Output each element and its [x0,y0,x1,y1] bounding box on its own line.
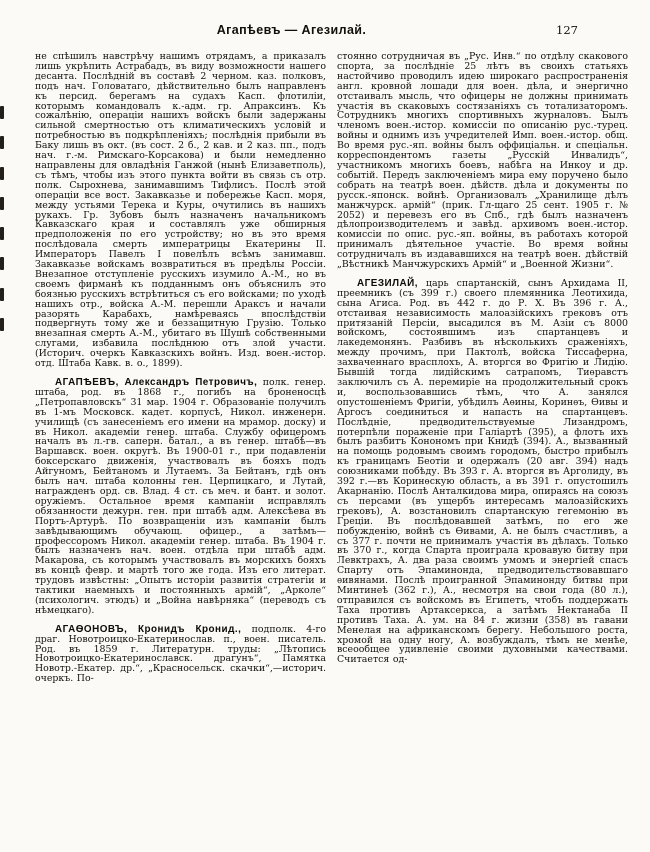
scan-artifact [0,197,4,210]
right-column [337,52,628,804]
page-number: 127 [556,23,578,37]
entry-headword: АГАПѢЕВЪ, Александръ Петровичъ, [55,377,258,388]
entry-paragraph: АГЕЗИЛАЙ, царь спартанскій, сынъ Архидама II, преемникъ (съ 399 г.) своего племянника Леотихида, сына Агиса. Род. въ 442 г. до Р. Х. Въ 396 г. А., отстаивая независимость малоазійскихъ грековъ отъ притязаній Персіи, высадился въ М. Азіи съ 8000 войскомъ, состоявшимъ изъ спартанцевъ и лакедемонянъ. Разбивъ въ нѣсколькихъ сраженіяхъ, между прочимъ, при Пактолѣ, войска Тиссаферна, захваченнаго врасплохъ, А. вторгся во Фригію и Лидію. Бывшій тогда лидійскимъ сатрапомъ, Тиѳравстъ заключилъ съ А. перемиріе на продолжительный срокъ и, воспользовавшись тѣмъ, что А. занялся опустошеніемъ Фригіи, убѣдилъ Аѳины, Коринѳъ, Ѳивы и Аргосъ соединиться и напасть на спартанцевъ. Послѣдніе, предводительствуемые Лизандромъ, потерпѣли пораженіе при Галіартѣ (395), а флотъ ихъ былъ разбитъ Конономъ при Книдѣ (394). А., вызванный на помощь родовымъ своимъ городомъ, быстро прибылъ къ границамъ Беотіи и одержалъ (20 авг. 394) надъ союзниками побѣду. Въ 393 г. А. вторгся въ Арголиду, въ 392 г.—въ Коринѳскую область, а въ 391 г. опустошилъ Акарнанію. Послѣ Анталкидова мира, опираясь на союзъ съ персами (въ ущербъ интересамъ малоазійскихъ грековъ), А. возстановилъ спартанскую гегемонію въ Греціи. Въ послѣдовавшей затѣмъ, по его же побужденію, войнѣ съ Ѳивами, А. не былъ счастливъ, а съ 377 г. почти не принималъ участія въ дѣлахъ. Только въ 370 г., когда Спарта проиграла кровавую битву при Левктрахъ, А. два раза своимъ умомъ и энергіей спасъ Спарту отъ Эпаминонда, предводительствовавшаго ѳивянами. Послѣ проигранной Эпаминонду битвы при Минтинеѣ (362 г.), А., несмотря на свои года (80 л.), отправился съ войскомъ въ Египетъ, чтобъ поддержать Таха противъ Артаксеркса, а затѣмъ Нектанаба II противъ Таха. А. ум. на 84 г. жизни (358) въ гавани Менелая на африканскомъ берегу. Небольшого роста, хромой на одну ногу, А. возбуждалъ, тѣмъ не менѣе, всеообщее удивленіе своими духовными качествами. Считается од- [337,277,628,666]
entry-paragraph: АГАПѢЕВЪ, Александръ Петровичъ, полк. генер. штаба, род. въ 1868 г., погибъ на броненосцѣ „Петропавловскъ“ 31 мар. 1904 г. Образованіе получилъ въ 1-мъ Московск. кадет. корпусѣ, Никол. инженерн. училищѣ (съ занесеніемъ его имени на мрамор. доску) и въ Никол. академіи генер. штаба. Службу офицеромъ началъ въ л.-гв. саперн. батал., а въ генер. штабѣ—въ Варшавск. воен. округѣ. Въ 1900-01 г., при подавленіи боксерскаго движенія, участвовалъ въ бояхъ подъ Айгуномъ, Бейтаномъ и Лутаемъ. За Бейтанъ, гдѣ онъ былъ нач. штаба колонны ген. Церпицкаго, и Лутай, награжденъ орд. св. Влад. 4 ст. съ меч. и бант. и золот. оружіемъ. Остальное время кампаніи исправлялъ обязанности дежурн. ген. при штабѣ адм. Алексѣева въ Портъ-Артурѣ. По возвращеніи изъ кампаніи былъ завѣдывающимъ обучающ. офицер., а затѣмъ—профессоромъ Никол. академіи генер. штаба. Въ 1904 г. былъ назначенъ нач. воен. отдѣла при штабѣ адм. Макарова, съ которымъ участвовалъ въ морскихъ бояхъ въ концѣ февр. и мартѣ того же года. Изъ его литерат. трудовъ извѣстны: „Опытъ исторіи развитія стратегіи и тактики наемныхъ и постоянныхъ армій“, „Арколе“ (психологич. этюдъ) и „Война навѣрняка“ (переводъ съ нѣмецкаго). [35,377,326,616]
scan-artifact [0,318,4,331]
page-title: Агапѣевъ — Агезилай. [216,23,367,37]
running-head [35,23,628,41]
entry-headword: АГАѲОНОВЪ, Кронидъ Кронид., [55,623,242,635]
scan-artifact [0,257,4,270]
entry-headword: АГЕЗИЛАЙ, [357,277,419,289]
scan-artifact [0,136,4,149]
text-columns [35,52,628,804]
scan-artifact [0,227,4,240]
left-column [35,52,326,804]
scan-artifact [0,288,4,301]
continuation-paragraph: стоянно сотрудничая въ „Рус. Инв.“ по отдѣлу скакового спорта, за послѣдніе 25 лѣтъ въ своихъ статьяхъ настойчиво проводилъ идею широкаго распространенія англ. кровной лошади для воен. дѣла, и энергично отстаивалъ мысль, что офицеры не должны принимать участія въ скаковыхъ состязаніяхъ съ тотализаторомъ. Сотрудникъ многихъ спортивныхъ журналовъ. Былъ членомъ воен.-истор. комиссіи по описанію рус.-турец. войны и однимъ изъ учредителей Имп. воен.-истор. общ. Во время рус.-яп. войны былъ оффиціальн. и спеціальн. корреспондентомъ газеты „Русскій Инвалидъ“, участникомъ многихъ боевъ, набѣга на Инкоу и др. событій. Передъ заключеніемъ мира ему поручено было собрать на театрѣ воен. дѣйств. дѣла и документы по русск.-японск. войнѣ. Организовалъ „Хранилище дѣлъ манжчурск. армій“ (прик. Гл-щаго 25 сент. 1905 г. № 2052) и перевезъ его въ Спб., гдѣ былъ назначенъ дѣлопроизводителемъ и завѣд. архивомъ воен.-истор. комиссіи по опис. рус.-яп. войны, въ работахъ которой принималъ дѣятельное участіе. Во время войны сотрудничалъ въ издававшихся на театрѣ воен. дѣйствій „Вѣстникѣ Манчжурскихъ Армій“ и „Военной Жизни“. [337,52,628,271]
continuation-paragraph: не спѣшилъ навстрѣчу нашимъ отрядамъ, а приказалъ лишь укрѣпить Астрабадъ, въ виду возможности нашего десанта. Послѣдній въ составѣ 2 черном. каз. полковъ, подъ нач. Головатаго, дѣйствительно былъ направленъ къ персид. берегамъ на судахъ Касп. флотиліи, которымъ командовалъ к.-адм. гр. Апраксинъ. Къ сожалѣнію, операціи нашихъ войскъ были задержаны сильной смертностью отъ климатическихъ условій и потребностью въ подкрѣпленіяхъ; послѣднія прибыли въ Баку лишь въ окт. (въ сост. 2 б., 2 кав. и 2 каз. пп., подъ нач. г.-м. Римскаго-Корсакова) и были немедленно направлены для овладѣнія Ганжой (нынѣ Елизаветполь), съ тѣмъ, чтобы изъ этого пункта войти въ связь съ отр. полк. Сырохнева, занимавшимъ Тифлисъ. Послѣ этой операціи все вост. Закавказье и побережье Касп. моря, между устьями Терека и Куры, очутились въ нашихъ рукахъ. Гр. Зубовъ былъ назначенъ начальникомъ Кавказскаго края и составлялъ уже обширныя предположенія по его устройству; но въ это время послѣдовала смерть императрицы Екатерины II. Императоръ Павелъ I повелѣлъ всѣмъ занимавш. Закавказье войскамъ возвратиться въ предѣлы Россіи. Внезапное отступленіе русскихъ изумило А.-М., но въ своемъ фирманѣ къ подданнымъ онъ объяснилъ это боязнью русскихъ встрѣтиться съ его войсками; по уходѣ нашихъ отр., войска А.-М. перешли Араксъ и начали разорять Карабахъ, намѣреваясь впослѣдствіи подвергнуть тому же и беззащитную Грузію. Только внезапная смерть А.-М., убитаго въ Шушѣ собственными слугами, избавила послѣднюю отъ злой участи. (Историч. очеркъ Кавказскихъ войнъ. Изд. воен.-истор. отд. Штаба Кавк. в. о., 1899). [35,52,326,370]
scan-artifact [0,106,4,119]
scan-artifact [0,167,4,180]
entry-paragraph: АГАѲОНОВЪ, Кронидъ Кронид., подполк. 4-го драг. Новотроицко-Екатеринослав. п., воен. писатель. Род. въ 1859 г. Литературн. труды: „Лѣтопись Новотроицко-Екатеринославск. драгунъ“, Памятка Новотр.-Екатер. др.“, „Красносельск. скачки“,—историч. очеркъ. По- [35,623,326,685]
